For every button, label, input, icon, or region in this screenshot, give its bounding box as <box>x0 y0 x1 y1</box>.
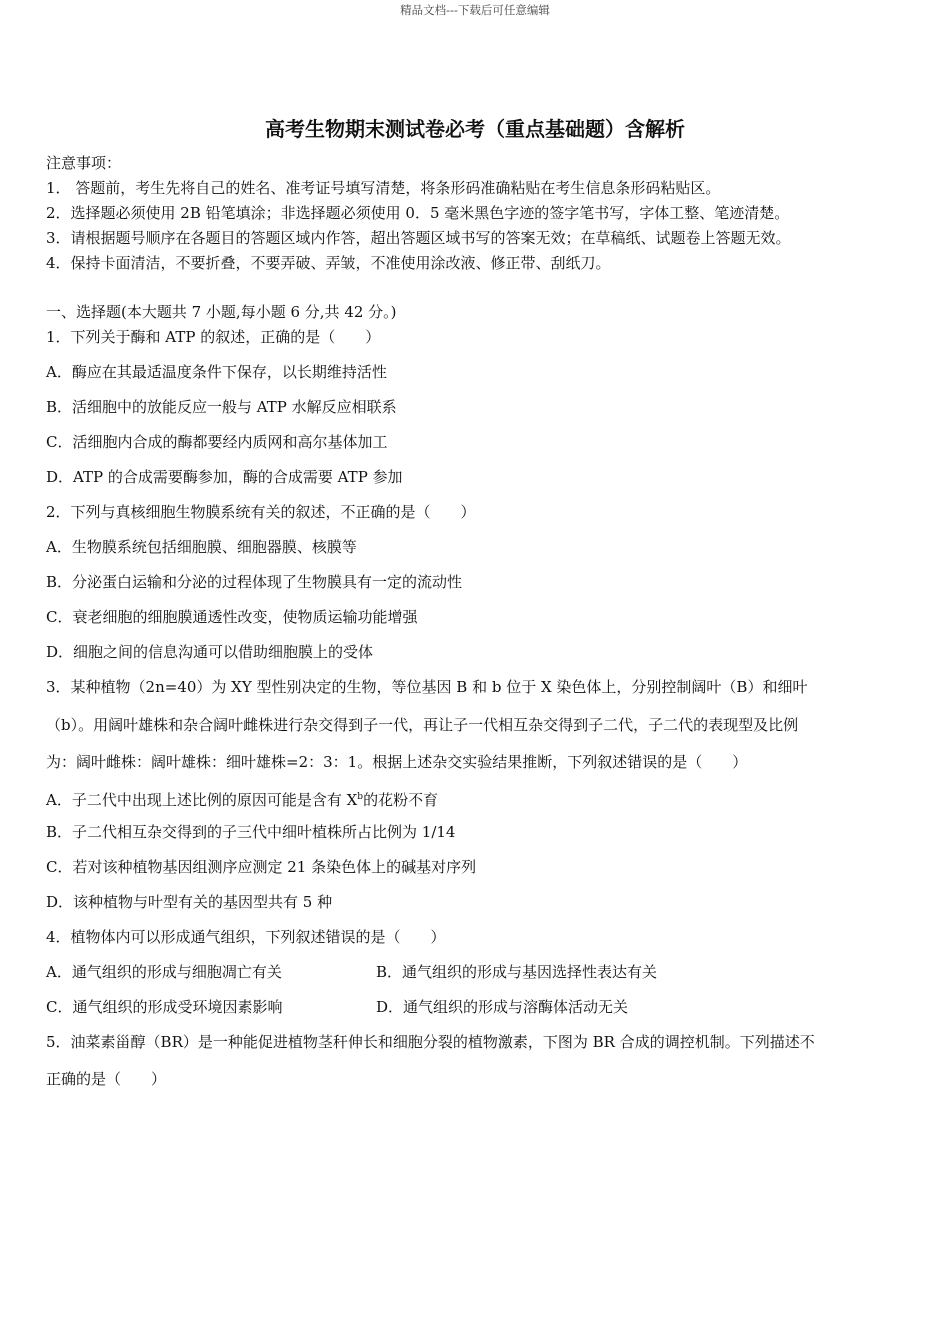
q1-stem: 1．下列关于酶和 ATP 的叙述，正确的是（ ） <box>46 328 381 346</box>
q1-option-c: C．活细胞内合成的酶都要经内质网和高尔基体加工 <box>46 433 388 451</box>
q5-stem-line-2: 正确的是（ ） <box>46 1070 167 1088</box>
q3-option-a-superscript: b <box>357 792 364 802</box>
q4-option-c: C．通气组织的形成受环境因素影响 <box>46 998 283 1016</box>
q3-option-b: B．子二代相互杂交得到的子三代中细叶植株所占比例为 1/14 <box>46 823 456 841</box>
page-header: 精品文档---下载后可任意编辑 <box>400 3 550 17</box>
q5-stem-line-1: 5．油菜素甾醇（BR）是一种能促进植物茎秆伸长和细胞分裂的植物激素，下图为 BR 合成的调控机制。下列描述不 <box>46 1033 815 1051</box>
section-heading: 一、选择题(本大题共 7 小题,每小题 6 分,共 42 分。) <box>46 303 397 321</box>
q3-option-a-tail: 的花粉不育 <box>363 791 439 809</box>
notice-item-1: 1． 答题前，考生先将自己的姓名、准考证号填写清楚，将条形码准确粘贴在考生信息条形码粘贴区。 <box>46 179 721 197</box>
q2-stem: 2．下列与真核细胞生物膜系统有关的叙述，不正确的是（ ） <box>46 503 476 521</box>
q3-stem-line-2: （b）。用阔叶雄株和杂合阔叶雌株进行杂交得到子一代，再让子一代相互杂交得到子二代，子二代的表现型及比例 <box>46 716 799 734</box>
q4-option-b: B．通气组织的形成与基因选择性表达有关 <box>376 963 658 981</box>
page-title: 高考生物期末测试卷必考（重点基础题）含解析 <box>265 117 685 141</box>
q3-stem-line-1: 3．某种植物（2n=40）为 XY 型性别决定的生物，等位基因 B 和 b 位于 X 染色体上，分别控制阔叶（B）和细叶 <box>46 678 808 696</box>
q3-option-a <box>46 787 438 810</box>
q3-stem-line-3: 为：阔叶雌株：阔叶雄株：细叶雄株=2：3：1。根据上述杂交实验结果推断，下列叙述错误的是（ ） <box>46 753 748 771</box>
q2-option-c: C．衰老细胞的细胞膜通透性改变，使物质运输功能增强 <box>46 608 418 626</box>
q4-option-d: D．通气组织的形成与溶酶体活动无关 <box>376 998 629 1016</box>
q1-option-d: D．ATP 的合成需要酶参加，酶的合成需要 ATP 参加 <box>46 468 403 486</box>
q3-option-c: C．若对该种植物基因组测序应测定 21 条染色体上的碱基对序列 <box>46 858 477 876</box>
notice-item-4: 4．保持卡面清洁，不要折叠，不要弄破、弄皱，不准使用涂改液、修正带、刮纸刀。 <box>46 254 611 272</box>
q3-option-a-text: A．子二代中出现上述比例的原因可能是含有 X <box>46 791 358 809</box>
q4-stem: 4．植物体内可以形成通气组织，下列叙述错误的是（ ） <box>46 928 446 946</box>
q2-option-d: D．细胞之间的信息沟通可以借助细胞膜上的受体 <box>46 643 374 661</box>
q3-option-d: D．该种植物与叶型有关的基因型共有 5 种 <box>46 893 333 911</box>
notice-heading: 注意事项： <box>46 154 122 172</box>
q4-option-a: A．通气组织的形成与细胞凋亡有关 <box>46 963 282 981</box>
q1-option-a: A．酶应在其最适温度条件下保存，以长期维持活性 <box>46 363 387 381</box>
q1-option-b: B．活细胞中的放能反应一般与 ATP 水解反应相联系 <box>46 398 397 416</box>
notice-item-2: 2．选择题必须使用 2B 铅笔填涂；非选择题必须使用 0．5 毫米黑色字迹的签字笔书写，字体工整、笔迹清楚。 <box>46 204 790 222</box>
q2-option-a: A．生物膜系统包括细胞膜、细胞器膜、核膜等 <box>46 538 357 556</box>
notice-item-3: 3．请根据题号顺序在各题目的答题区域内作答，超出答题区域书写的答案无效；在草稿纸、试题卷上答题无效。 <box>46 229 791 247</box>
q2-option-b: B．分泌蛋白运输和分泌的过程体现了生物膜具有一定的流动性 <box>46 573 463 591</box>
